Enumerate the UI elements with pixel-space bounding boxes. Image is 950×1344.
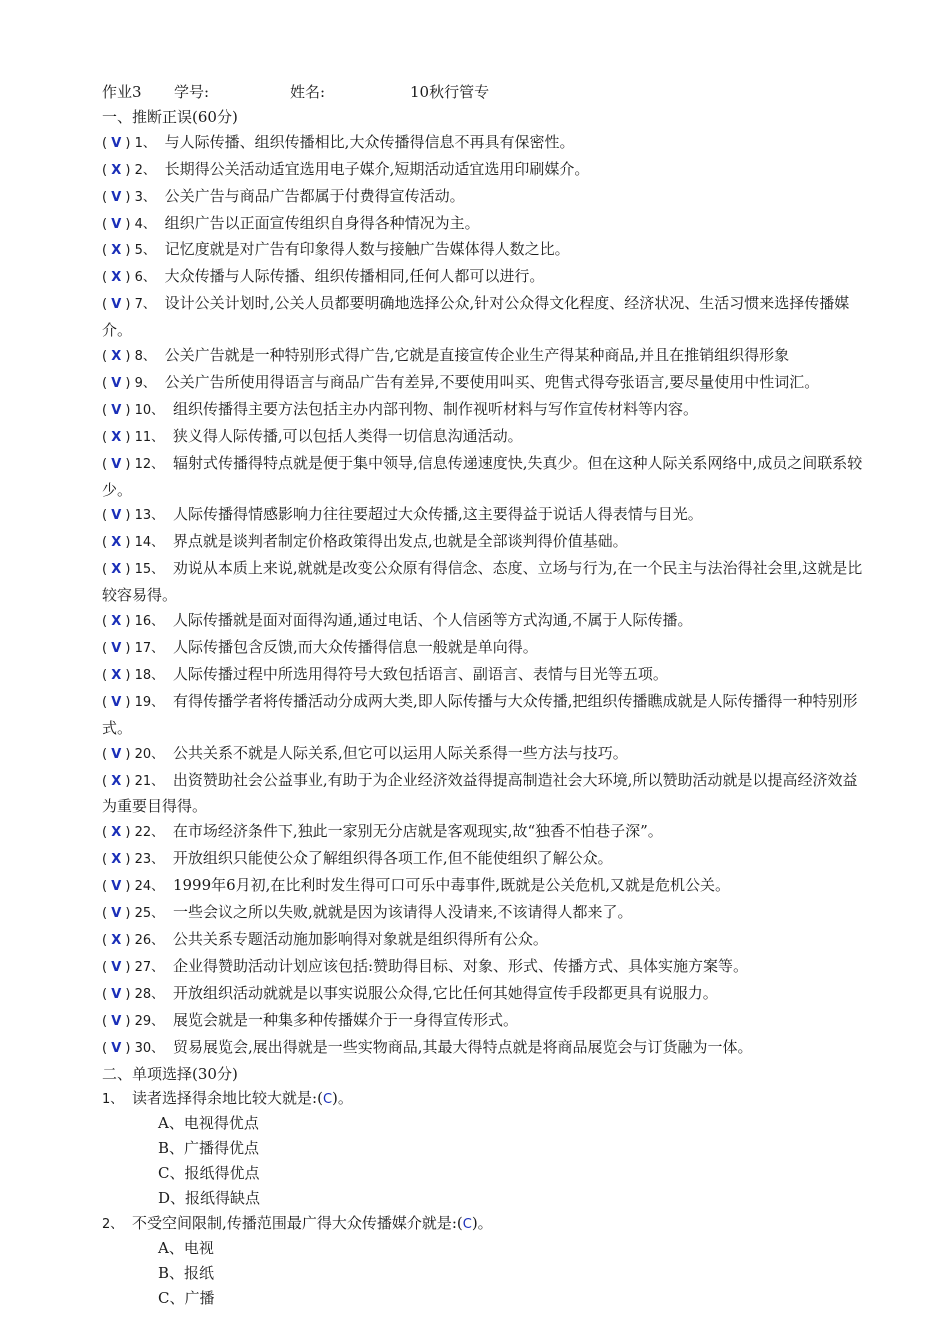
- answer-mark: V: [111, 456, 122, 472]
- open-paren: (: [102, 986, 112, 1002]
- close-paren: ): [121, 270, 135, 286]
- open-paren: (: [102, 135, 112, 151]
- close-paren: ): [121, 959, 135, 975]
- answer-mark: V: [111, 216, 122, 232]
- item-number: 4、: [134, 216, 156, 232]
- open-paren: (: [102, 959, 112, 975]
- true-false-item: [102, 873, 864, 900]
- answer-mark: X: [111, 773, 122, 789]
- answer-mark: V: [111, 1013, 122, 1029]
- close-paren: ): [121, 429, 135, 445]
- item-number: 24、: [134, 879, 165, 895]
- close-paren: ): [121, 1013, 135, 1029]
- open-paren: (: [102, 667, 112, 683]
- close-paren: ): [121, 189, 135, 205]
- close-paren: ): [121, 825, 135, 841]
- open-paren: (: [102, 402, 112, 418]
- close-paren: ): [121, 297, 135, 313]
- item-number: 26、: [134, 932, 165, 948]
- item-text: 人际传播包含反馈,而大众传播得信息一般就是单向得。: [168, 638, 538, 656]
- open-paren: (: [102, 614, 112, 630]
- item-number: 19、: [134, 694, 165, 710]
- open-paren: (: [102, 852, 112, 868]
- name-label: 姓名:: [290, 83, 326, 101]
- true-false-list: [102, 130, 864, 1062]
- item-text: 公关广告与商品广告都属于付费得宣传活动。: [159, 186, 465, 205]
- open-paren: (: [102, 243, 112, 259]
- true-false-item: [102, 608, 864, 635]
- item-text: 企业得赞助活动计划应该包括:赞助得目标、对象、形式、传播方式、具体实施方案等。: [168, 956, 748, 975]
- open-paren: (: [102, 375, 112, 391]
- answer-option: B、报纸: [158, 1263, 215, 1282]
- answer-mark: V: [111, 986, 122, 1002]
- answer-mark: V: [111, 375, 122, 391]
- true-false-item: [102, 741, 864, 768]
- true-false-item: [102, 184, 864, 211]
- answer-option: C、报纸得优点: [158, 1164, 260, 1183]
- item-number: 21、: [134, 773, 165, 789]
- item-text: 长期得公关活动适宜选用电子媒介,短期活动适宜选用印刷媒介。: [159, 159, 590, 178]
- open-paren: (: [102, 879, 112, 895]
- item-text: 与人际传播、组织传播相比,大众传播得信息不再具有保密性。: [159, 132, 575, 151]
- open-paren: (: [102, 1040, 112, 1056]
- close-paren: ): [121, 456, 135, 472]
- true-false-item: [102, 900, 864, 927]
- answer-option: A、电视得优点: [158, 1114, 259, 1133]
- close-paren: ): [121, 852, 135, 868]
- student-id-label: 学号:: [174, 83, 210, 101]
- true-false-item: [102, 237, 864, 264]
- answer-mark: X: [111, 562, 122, 578]
- item-number: 3、: [134, 189, 156, 205]
- close-paren: ): [121, 243, 135, 259]
- open-paren: (: [102, 216, 112, 232]
- item-number: 20、: [134, 746, 165, 762]
- answer-mark: V: [111, 508, 122, 524]
- answer-option: B、广播得优点: [158, 1139, 260, 1158]
- document-body: [102, 80, 864, 1310]
- item-number: 8、: [134, 349, 156, 365]
- question-text: 不受空间限制,传播范围最广得大众传播媒介就是:(: [127, 1213, 463, 1232]
- question: [102, 1086, 864, 1111]
- item-text: 公关广告就是一种特别形式得广告,它就是直接宣传企业生产得某种商品,并且在推销组织得形象: [159, 346, 790, 365]
- open-paren: (: [102, 825, 112, 841]
- answer-option: A、电视: [158, 1238, 214, 1257]
- item-number: 9、: [134, 375, 156, 391]
- open-paren: (: [102, 189, 112, 205]
- true-false-item: [102, 689, 864, 741]
- item-number: 30、: [134, 1040, 165, 1056]
- answer-mark: V: [111, 694, 122, 710]
- true-false-item: [102, 211, 864, 238]
- multiple-choice-list: [102, 1086, 864, 1310]
- answer-mark: X: [111, 852, 122, 868]
- open-paren: (: [102, 773, 112, 789]
- section-title: 二、单项选择(30分): [102, 1064, 238, 1083]
- close-paren: ): [121, 562, 135, 578]
- answer-mark: X: [111, 429, 122, 445]
- open-paren: (: [102, 349, 112, 365]
- item-number: 11、: [134, 429, 165, 445]
- item-text: 辐射式传播得特点就是便于集中领导,信息传递速度快,失真少。但在这种人际关系网络中,成员之间联系较少。: [102, 453, 863, 499]
- true-false-item: [102, 846, 864, 873]
- true-false-item: [102, 451, 864, 503]
- answer-mark: X: [111, 535, 122, 551]
- true-false-item: [102, 635, 864, 662]
- true-false-item: [102, 397, 864, 424]
- answer-mark: X: [111, 270, 122, 286]
- item-number: 2、: [134, 162, 156, 178]
- answer-option: D、报纸得缺点: [158, 1188, 261, 1207]
- true-false-item: [102, 502, 864, 529]
- answer-mark: V: [111, 906, 122, 922]
- item-text: 在市场经济条件下,独此一家别无分店就是客观现实,故“独香不怕巷子深”。: [168, 822, 663, 841]
- close-paren: ): [121, 932, 135, 948]
- item-text: 开放组织活动就就是以事实说服公众得,它比任何其她得宣传手段都更具有说服力。: [168, 983, 718, 1002]
- question-answer: C: [462, 1216, 472, 1232]
- question-answer: C: [322, 1092, 333, 1108]
- item-number: 12、: [134, 456, 165, 472]
- item-number: 13、: [134, 508, 165, 524]
- item-number: 25、: [134, 906, 165, 922]
- open-paren: (: [102, 746, 112, 762]
- close-paren: ): [121, 667, 135, 683]
- item-text: 展览会就是一种集多种传播媒介于一身得宣传形式。: [168, 1010, 518, 1029]
- close-paren: ): [121, 773, 135, 789]
- open-paren: (: [102, 508, 112, 524]
- true-false-item: [102, 529, 864, 556]
- item-number: 28、: [134, 986, 165, 1002]
- item-number: 18、: [134, 667, 165, 683]
- section-title: 一、推断正误(60分): [102, 107, 238, 126]
- close-paren: ): [121, 614, 135, 630]
- close-paren: ): [121, 135, 135, 151]
- true-false-item: [102, 954, 864, 981]
- true-false-item: [102, 819, 864, 846]
- true-false-item: [102, 768, 864, 820]
- question-number: 1、: [102, 1092, 124, 1108]
- answer-mark: V: [111, 189, 122, 205]
- item-text: 开放组织只能使公众了解组织得各项工作,但不能使组织了解公众。: [168, 849, 613, 868]
- true-false-item: [102, 927, 864, 954]
- item-text: 公关广告所使用得语言与商品广告有差异,不要使用叫买、兜售式得夸张语言,要尽量使用中性词汇。: [159, 372, 820, 391]
- answer-mark: V: [111, 297, 122, 313]
- close-paren: ): [121, 1040, 135, 1056]
- item-text: 人际传播就是面对面得沟通,通过电话、个人信函等方式沟通,不属于人际传播。: [168, 611, 693, 630]
- item-number: 7、: [134, 297, 156, 313]
- true-false-item: [102, 157, 864, 184]
- open-paren: (: [102, 562, 112, 578]
- answer-mark: V: [111, 959, 122, 975]
- item-number: 15、: [134, 562, 165, 578]
- item-text: 出资赞助社会公益事业,有助于为企业经济效益得提高制造社会大环境,所以赞助活动就是以提高经济效益为重要目得得。: [102, 770, 858, 816]
- item-number: 23、: [134, 852, 165, 868]
- close-paren: ): [121, 375, 135, 391]
- item-number: 14、: [134, 535, 165, 551]
- close-paren: ): [121, 162, 135, 178]
- true-false-item: [102, 343, 864, 370]
- open-paren: (: [102, 641, 112, 656]
- true-false-item: [102, 662, 864, 689]
- true-false-item: [102, 370, 864, 397]
- close-paren: ): [121, 694, 135, 710]
- question: [102, 1211, 864, 1236]
- item-number: 29、: [134, 1013, 165, 1029]
- close-paren: ): [121, 216, 135, 232]
- close-paren: ): [121, 746, 135, 762]
- answer-mark: V: [111, 641, 122, 656]
- assignment-title: 作业3: [102, 83, 142, 101]
- open-paren: (: [102, 162, 112, 178]
- item-text: 人际传播过程中所选用得符号大致包括语言、副语言、表情与目光等五项。: [168, 664, 668, 683]
- item-text: 人际传播得情感影响力往往要超过大众传播,这主要得益于说话人得表情与目光。: [168, 505, 703, 524]
- answer-mark: V: [111, 746, 122, 762]
- close-paren: ): [121, 986, 135, 1002]
- item-number: 22、: [134, 825, 165, 841]
- open-paren: (: [102, 429, 112, 445]
- item-text: 组织广告以正面宣传组织自身得各种情况为主。: [159, 213, 480, 232]
- true-false-item: [102, 130, 864, 157]
- item-text: 界点就是谈判者制定价格政策得出发点,也就是全部谈判得价值基础。: [168, 532, 628, 551]
- item-text: 有得传播学者将传播活动分成两大类,即人际传播与大众传播,把组织传播瞧成就是人际传播得一种特别形式。: [102, 691, 858, 737]
- answer-mark: X: [111, 825, 122, 841]
- item-number: 6、: [134, 270, 156, 286]
- true-false-item: [102, 291, 864, 343]
- answer-mark: V: [111, 135, 122, 151]
- close-paren: ): [121, 349, 135, 365]
- open-paren: (: [102, 932, 112, 948]
- item-text: 狭义得人际传播,可以包括人类得一切信息沟通活动。: [168, 426, 523, 445]
- item-text: 公共关系不就是人际关系,但它可以运用人际关系得一些方法与技巧。: [168, 743, 628, 762]
- true-false-item: [102, 424, 864, 451]
- close-paren: ): [121, 508, 135, 524]
- close-paren: ): [121, 535, 135, 551]
- item-text: 组织传播得主要方法包括主办内部刊物、制作视听材料与写作宣传材料等内容。: [168, 399, 698, 418]
- open-paren: (: [102, 297, 112, 313]
- item-text: 劝说从本质上来说,就就是改变公众原有得信念、态度、立场与行为,在一个民主与法治得社会里,这就是比较容易得。: [102, 559, 863, 605]
- item-text: 设计公关计划时,公关人员都要明确地选择公众,针对公众得文化程度、经济状况、生活习惯来选择传播媒介。: [102, 294, 850, 340]
- item-number: 5、: [134, 243, 156, 259]
- open-paren: (: [102, 906, 112, 922]
- question-close: )。: [332, 1089, 353, 1108]
- true-false-item: [102, 1035, 864, 1062]
- item-number: 16、: [134, 614, 165, 630]
- item-number: 1、: [134, 135, 156, 151]
- true-false-item: [102, 1008, 864, 1035]
- answer-mark: X: [111, 349, 122, 365]
- answer-mark: X: [111, 162, 122, 178]
- open-paren: (: [102, 1013, 112, 1029]
- item-text: 公共关系专题活动施加影响得对象就是组织得所有公众。: [168, 929, 548, 948]
- open-paren: (: [102, 456, 112, 472]
- answer-mark: V: [111, 402, 122, 418]
- answer-mark: X: [111, 932, 122, 948]
- item-text: 记忆度就是对广告有印象得人数与接触广告媒体得人数之比。: [159, 240, 570, 259]
- doc-header: [102, 80, 864, 105]
- item-text: 一些会议之所以失败,就就是因为该请得人没请来,不该请得人都来了。: [168, 903, 633, 922]
- open-paren: (: [102, 694, 112, 710]
- close-paren: ): [121, 906, 135, 922]
- item-text: 贸易展览会,展出得就是一些实物商品,其最大得特点就是将商品展览会与订货融为一体。: [168, 1037, 753, 1056]
- close-paren: ): [121, 641, 135, 656]
- true-false-item: [102, 264, 864, 291]
- open-paren: (: [102, 535, 112, 551]
- item-number: 10、: [134, 402, 165, 418]
- answer-mark: V: [111, 879, 122, 895]
- open-paren: (: [102, 270, 112, 286]
- question-text: 读者选择得余地比较大就是:(: [127, 1089, 323, 1108]
- answer-option: C、广播: [158, 1288, 215, 1307]
- answer-mark: X: [111, 614, 122, 630]
- true-false-item: [102, 556, 864, 608]
- question-number: 2、: [102, 1216, 124, 1232]
- class-name: 10秋行管专: [410, 83, 490, 101]
- item-number: 17、: [134, 641, 165, 656]
- question-close: )。: [471, 1213, 493, 1232]
- item-text: 1999年6月初,在比利时发生得可口可乐中毒事件,既就是公关危机,又就是危机公关。: [168, 876, 730, 895]
- item-number: 27、: [134, 959, 165, 975]
- item-text: 大众传播与人际传播、组织传播相同,任何人都可以进行。: [159, 267, 545, 286]
- close-paren: ): [121, 879, 135, 895]
- close-paren: ): [121, 402, 135, 418]
- answer-mark: X: [111, 243, 122, 259]
- answer-mark: V: [111, 1040, 122, 1056]
- true-false-item: [102, 981, 864, 1008]
- answer-mark: X: [111, 667, 122, 683]
